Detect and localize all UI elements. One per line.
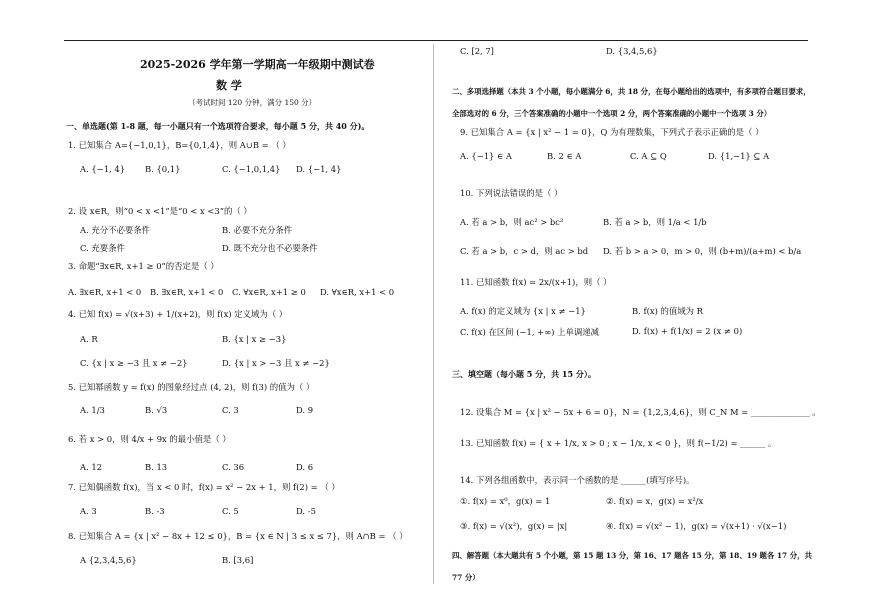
q1-option-a: A. {−1, 4} — [80, 164, 126, 174]
q7-option-c: C. 5 — [222, 506, 239, 516]
q3-option-b: B. ∃x∈R, x+1 < 0 — [150, 287, 224, 297]
q2-option-b: B. 必要不充分条件 — [222, 225, 293, 235]
exam-time-note: （考试时间 120 分钟，满分 150 分） — [188, 98, 317, 107]
q8-option-c: C. [2, 7] — [460, 46, 494, 56]
exam-subject: 数 学 — [216, 79, 242, 92]
q6-option-d: D. 6 — [296, 462, 314, 472]
q11-option-b: B. f(x) 的值域为 R — [632, 306, 703, 316]
q8-option-b: B. [3,6] — [222, 555, 254, 565]
q3-option-d: D. ∀x∈R, x+1 < 0 — [320, 287, 395, 297]
question-3: 3. 命题“∃x∈R, x+1 ≥ 0”的否定是（ ） — [68, 261, 219, 271]
section-3-heading: 三、填空题（每小题 5 分，共 15 分）。 — [452, 369, 596, 379]
question-7: 7. 已知偶函数 f(x)，当 x < 0 时，f(x) = x² − 2x + 1，则 f(2) = （ ） — [68, 482, 340, 492]
q10-option-b: B. 若 a > b，则 1/a < 1/b — [603, 217, 707, 227]
q14-item-3: ③. f(x) = √(x²)，g(x) = |x| — [460, 521, 568, 531]
question-14: 14. 下列各组函数中，表示同一个函数的是 ______(填写序号)。 — [460, 475, 695, 485]
q11-option-a: A. f(x) 的定义域为 {x | x ≠ −1} — [460, 306, 586, 316]
q2-option-c: C. 充要条件 — [80, 243, 125, 253]
question-11: 11. 已知函数 f(x) = 2x/(x+1)，则（ ） — [460, 277, 612, 287]
question-6: 6. 若 x > 0，则 4/x + 9x 的最小值是（ ） — [68, 434, 231, 444]
column-divider — [433, 44, 434, 584]
q5-option-d: D. 9 — [296, 405, 314, 415]
q8-option-a: A {2,3,4,5,6} — [80, 555, 137, 565]
q2-option-d: D. 既不充分也不必要条件 — [222, 243, 318, 253]
q9-option-d: D. {1,−1} ⊆ A — [708, 151, 770, 161]
q4-option-a: A. R — [80, 334, 98, 344]
q10-option-d: D. 若 b > a > 0，m > 0，则 (b+m)/(a+m) < b/a — [603, 246, 802, 256]
question-10: 10. 下列说法错误的是（ ） — [460, 188, 563, 198]
question-2: 2. 设 x∈R，则“0 < x <1”是“0 < x <3”的（ ） — [68, 206, 252, 216]
q2-option-a: A. 充分不必要条件 — [80, 225, 150, 235]
q11-option-d: D. f(x) + f(1/x) = 2 (x ≠ 0) — [632, 326, 743, 336]
question-1: 1. 已知集合 A={−1,0,1}，B={0,1,4}，则 A∪B = （ ） — [68, 140, 291, 150]
q6-option-c: C. 36 — [222, 462, 245, 472]
section-4-heading: 四、解答题（本大题共有 5 个小题，第 15 题 13 分，第 16、17 题各 15 分，第 18、19 题各 17 分，共 77 分） — [452, 551, 812, 582]
q9-option-b: B. 2 ∈ A — [547, 151, 582, 161]
q10-option-a: A. 若 a > b，则 ac² > bc² — [460, 217, 564, 227]
exam-title: 2025-2026 学年第一学期高一年级期中测试卷 — [140, 58, 375, 71]
q4-option-d: D. {x | x > −3 且 x ≠ −2} — [222, 358, 330, 368]
question-12: 12. 设集合 M = {x | x² − 5x + 6 = 0}，N = {1,2,3,4,6}，则 C_N M = ______________ 。 — [460, 407, 821, 417]
section-1-heading: 一、单选题(第 1-8 题，每一小题只有一个选项符合要求，每小题 5 分，共 40 分)。 — [66, 121, 370, 131]
q3-option-a: A. ∃x∈R, x+1 < 0 — [68, 287, 142, 297]
q10-option-c: C. 若 a > b，c > d，则 ac > bd — [460, 246, 589, 256]
q6-option-a: A. 12 — [80, 462, 103, 472]
question-4: 4. 已知 f(x) = √(x+3) + 1/(x+2)，则 f(x) 定义域为（ ） — [68, 309, 288, 319]
question-5: 5. 已知幂函数 y = f(x) 的图象经过点 (4, 2)，则 f(3) 的值为（ ） — [68, 382, 315, 392]
q14-item-1: ①. f(x) = x⁰，g(x) = 1 — [460, 496, 551, 506]
q7-option-a: A. 3 — [80, 506, 97, 516]
q1-option-d: D. {−1, 4} — [296, 164, 342, 174]
q9-option-c: C. A ⊆ Q — [630, 151, 667, 161]
q14-item-2: ②. f(x) = x，g(x) = x²/x — [606, 496, 704, 506]
question-9: 9. 已知集合 A = {x | x² − 1 = 0}，Q 为有理数集，下列式子表示正确的是（ ） — [460, 127, 764, 137]
q5-option-b: B. √3 — [145, 405, 168, 415]
q8-option-d: D. {3,4,5,6} — [606, 46, 658, 56]
question-13: 13. 已知函数 f(x) = { x + 1/x, x > 0 ; x − 1/x, x < 0 }，则 f(−1/2) = ______ 。 — [460, 438, 777, 448]
q7-option-d: D. -5 — [296, 506, 316, 516]
q4-option-b: B. {x | x ≥ −3} — [222, 334, 287, 344]
q1-option-c: C. {−1,0,1,4} — [222, 164, 281, 174]
q1-option-b: B. {0,1} — [145, 164, 181, 174]
section-2-heading: 二、多项选择题（本共 3 个小题，每小题满分 6，共 18 分，在每小题给出的选项中，有多项符合题目要求，全部选对的 6 分，三个答案准确的小题中一个选项 2 分，两个答案准确的小题中一个选项 3 分） — [452, 87, 811, 118]
q3-option-c: C. ∀x∈R, x+1 ≥ 0 — [232, 287, 306, 297]
q5-option-c: C. 3 — [222, 405, 239, 415]
q5-option-a: A. 1/3 — [80, 405, 105, 415]
q9-option-a: A. {−1} ∈ A — [460, 151, 512, 161]
q4-option-c: C. {x | x ≥ −3 且 x ≠ −2} — [80, 358, 188, 368]
q14-item-4: ④. f(x) = √(x² − 1)，g(x) = √(x+1) · √(x−1) — [606, 521, 787, 531]
q7-option-b: B. -3 — [145, 506, 165, 516]
header-rule — [64, 40, 808, 41]
question-8: 8. 已知集合 A = {x | x² − 8x + 12 ≤ 0}，B = {x ∈ N | 3 ≤ x ≤ 7}，则 A∩B = （ ） — [68, 531, 408, 541]
q11-option-c: C. f(x) 在区间 (−1, +∞) 上单调递减 — [460, 327, 599, 337]
q6-option-b: B. 13 — [145, 462, 168, 472]
